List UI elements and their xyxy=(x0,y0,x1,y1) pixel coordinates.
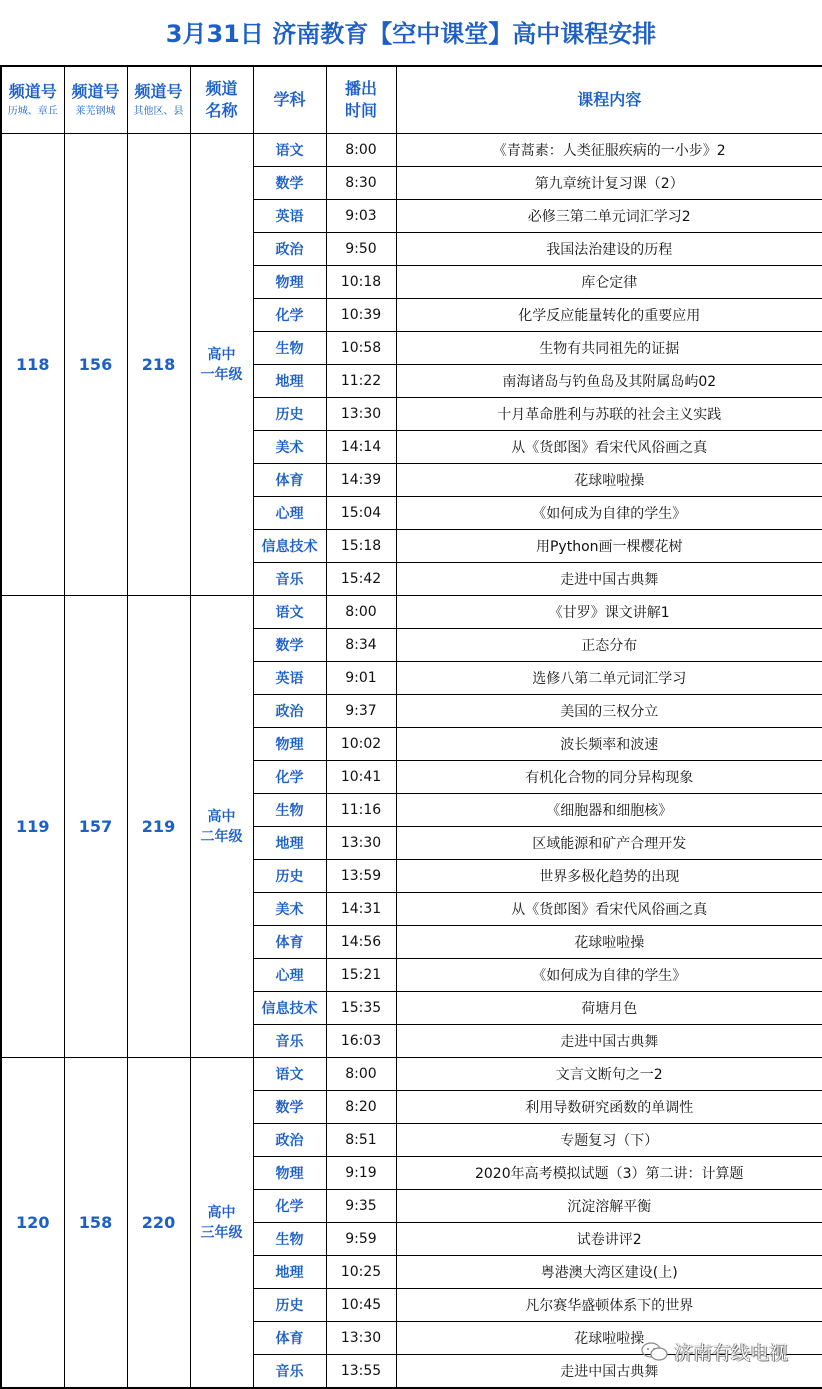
content-cell: 有机化合物的同分异构现象 xyxy=(396,761,822,794)
content-cell: 用Python画一棵樱花树 xyxy=(396,530,822,563)
content-cell: 《如何成为自律的学生》 xyxy=(396,959,822,992)
table-row xyxy=(1,134,822,167)
time-cell: 14:14 xyxy=(326,431,396,464)
channel-1-cell: 118 xyxy=(1,134,64,596)
subject-cell: 化学 xyxy=(253,761,326,794)
time-cell: 13:30 xyxy=(326,398,396,431)
channel-3-cell: 218 xyxy=(127,134,190,596)
table-row xyxy=(1,596,822,629)
channel-name-cell xyxy=(190,1058,253,1389)
subject-cell: 生物 xyxy=(253,794,326,827)
time-cell: 8:00 xyxy=(326,596,396,629)
time-cell: 8:20 xyxy=(326,1091,396,1124)
subject-cell: 数学 xyxy=(253,1091,326,1124)
content-cell: 必修三第二单元词汇学习2 xyxy=(396,200,822,233)
subject-cell: 心理 xyxy=(253,959,326,992)
header-sublabel: 莱芜钢城 xyxy=(75,106,116,117)
content-cell: 选修八第二单元词汇学习 xyxy=(396,662,822,695)
subject-cell: 生物 xyxy=(253,332,326,365)
subject-cell: 数学 xyxy=(253,167,326,200)
content-cell: 南海诸岛与钓鱼岛及其附属岛屿02 xyxy=(396,365,822,398)
subject-cell: 语文 xyxy=(253,134,326,167)
content-cell: 从《货郎图》看宋代风俗画之真 xyxy=(396,431,822,464)
subject-cell: 信息技术 xyxy=(253,530,326,563)
header-line: 时间 xyxy=(344,101,377,120)
schedule-body xyxy=(1,134,822,1389)
content-cell: 花球啦啦操 xyxy=(396,464,822,497)
subject-cell: 物理 xyxy=(253,266,326,299)
content-cell: 走进中国古典舞 xyxy=(396,563,822,596)
header-line: 播出 xyxy=(344,79,377,98)
time-cell: 10:58 xyxy=(326,332,396,365)
time-cell: 15:04 xyxy=(326,497,396,530)
grade-line: 三年级 xyxy=(200,1224,243,1241)
time-cell: 14:56 xyxy=(326,926,396,959)
channel-3-cell: 220 xyxy=(127,1058,190,1389)
watermark-text: 济南有线电视 xyxy=(674,1342,789,1364)
content-cell: 《甘罗》课文讲解1 xyxy=(396,596,822,629)
channel-3-cell: 219 xyxy=(127,596,190,1058)
subject-cell: 地理 xyxy=(253,1256,326,1289)
subject-cell: 英语 xyxy=(253,200,326,233)
subject-cell: 语文 xyxy=(253,596,326,629)
channel-name-cell xyxy=(190,596,253,1058)
subject-cell: 体育 xyxy=(253,926,326,959)
subject-cell: 物理 xyxy=(253,728,326,761)
channel-2-cell: 157 xyxy=(64,596,127,1058)
subject-cell: 信息技术 xyxy=(253,992,326,1025)
content-cell: 试卷讲评2 xyxy=(396,1223,822,1256)
header-label: 频道号 xyxy=(8,82,57,101)
time-cell: 8:30 xyxy=(326,167,396,200)
time-cell: 15:35 xyxy=(326,992,396,1025)
content-cell: 《青蒿素：人类征服疾病的一小步》2 xyxy=(396,134,822,167)
header-channel-2 xyxy=(64,66,127,134)
subject-cell: 音乐 xyxy=(253,1025,326,1058)
grade-line: 二年级 xyxy=(200,828,243,845)
subject-cell: 政治 xyxy=(253,1124,326,1157)
time-cell: 13:30 xyxy=(326,827,396,860)
subject-cell: 体育 xyxy=(253,464,326,497)
subject-cell: 美术 xyxy=(253,893,326,926)
time-cell: 13:30 xyxy=(326,1322,396,1355)
header-channel-3 xyxy=(127,66,190,134)
table-row xyxy=(1,1058,822,1091)
subject-cell: 心理 xyxy=(253,497,326,530)
time-cell: 10:02 xyxy=(326,728,396,761)
page-title: 3月31日 济南教育【空中课堂】高中课程安排 xyxy=(165,20,657,48)
content-cell: 文言文断句之一2 xyxy=(396,1058,822,1091)
time-cell: 10:18 xyxy=(326,266,396,299)
subject-cell: 数学 xyxy=(253,629,326,662)
time-cell: 11:22 xyxy=(326,365,396,398)
content-cell: 走进中国古典舞 xyxy=(396,1355,822,1389)
subject-cell: 历史 xyxy=(253,398,326,431)
grade-line: 一年级 xyxy=(200,366,243,383)
header-channel-name xyxy=(190,66,253,134)
subject-cell: 地理 xyxy=(253,365,326,398)
content-cell: 利用导数研究函数的单调性 xyxy=(396,1091,822,1124)
channel-1-cell: 119 xyxy=(1,596,64,1058)
grade-line: 高中 xyxy=(207,1204,236,1221)
content-cell: 我国法治建设的历程 xyxy=(396,233,822,266)
content-cell: 沉淀溶解平衡 xyxy=(396,1190,822,1223)
content-cell: 走进中国古典舞 xyxy=(396,1025,822,1058)
time-cell: 9:01 xyxy=(326,662,396,695)
subject-cell: 化学 xyxy=(253,299,326,332)
time-cell: 8:00 xyxy=(326,1058,396,1091)
time-cell: 10:39 xyxy=(326,299,396,332)
header-label: 频道号 xyxy=(71,82,120,101)
time-cell: 11:16 xyxy=(326,794,396,827)
subject-cell: 政治 xyxy=(253,233,326,266)
content-cell: 从《货郎图》看宋代风俗画之真 xyxy=(396,893,822,926)
grade-line: 高中 xyxy=(207,808,236,825)
content-cell: 第九章统计复习课（2） xyxy=(396,167,822,200)
time-cell: 13:59 xyxy=(326,860,396,893)
header-line: 名称 xyxy=(205,101,238,120)
header-sublabel: 其他区、县 xyxy=(133,106,184,117)
time-cell: 10:25 xyxy=(326,1256,396,1289)
subject-cell: 政治 xyxy=(253,695,326,728)
content-cell: 《细胞器和细胞核》 xyxy=(396,794,822,827)
subject-cell: 英语 xyxy=(253,662,326,695)
channel-name-cell xyxy=(190,134,253,596)
subject-cell: 体育 xyxy=(253,1322,326,1355)
header-time xyxy=(326,66,396,134)
subject-cell: 历史 xyxy=(253,860,326,893)
time-cell: 10:45 xyxy=(326,1289,396,1322)
content-cell: 世界多极化趋势的出现 xyxy=(396,860,822,893)
time-cell: 15:18 xyxy=(326,530,396,563)
content-cell: 花球啦啦操 xyxy=(396,926,822,959)
time-cell: 10:41 xyxy=(326,761,396,794)
content-cell: 《如何成为自律的学生》 xyxy=(396,497,822,530)
content-cell: 区域能源和矿产合理开发 xyxy=(396,827,822,860)
subject-cell: 生物 xyxy=(253,1223,326,1256)
content-cell: 美国的三权分立 xyxy=(396,695,822,728)
time-cell: 9:50 xyxy=(326,233,396,266)
time-cell: 9:59 xyxy=(326,1223,396,1256)
content-cell: 库仑定律 xyxy=(396,266,822,299)
header-content: 课程内容 xyxy=(396,66,822,134)
header-line: 频道 xyxy=(205,79,238,98)
time-cell: 16:03 xyxy=(326,1025,396,1058)
header-row xyxy=(1,66,822,134)
grade-line: 高中 xyxy=(207,346,236,363)
content-cell: 花球啦啦操 xyxy=(396,1322,822,1355)
subject-cell: 美术 xyxy=(253,431,326,464)
content-cell: 化学反应能量转化的重要应用 xyxy=(396,299,822,332)
time-cell: 15:21 xyxy=(326,959,396,992)
time-cell: 9:37 xyxy=(326,695,396,728)
header-subject: 学科 xyxy=(253,66,326,134)
subject-cell: 地理 xyxy=(253,827,326,860)
header-sublabel: 历城、章丘 xyxy=(7,106,58,117)
channel-1-cell: 120 xyxy=(1,1058,64,1389)
content-cell: 2020年高考模拟试题（3）第二讲：计算题 xyxy=(396,1157,822,1190)
content-cell: 凡尔赛华盛顿体系下的世界 xyxy=(396,1289,822,1322)
content-cell: 十月革命胜利与苏联的社会主义实践 xyxy=(396,398,822,431)
time-cell: 8:00 xyxy=(326,134,396,167)
time-cell: 15:42 xyxy=(326,563,396,596)
time-cell: 13:55 xyxy=(326,1355,396,1389)
time-cell: 9:35 xyxy=(326,1190,396,1223)
header-label: 频道号 xyxy=(134,82,183,101)
time-cell: 14:39 xyxy=(326,464,396,497)
subject-cell: 历史 xyxy=(253,1289,326,1322)
content-cell: 粤港澳大湾区建设(上) xyxy=(396,1256,822,1289)
content-cell: 生物有共同祖先的证据 xyxy=(396,332,822,365)
time-cell: 8:34 xyxy=(326,629,396,662)
time-cell: 9:19 xyxy=(326,1157,396,1190)
time-cell: 8:51 xyxy=(326,1124,396,1157)
subject-cell: 化学 xyxy=(253,1190,326,1223)
content-cell: 正态分布 xyxy=(396,629,822,662)
subject-cell: 物理 xyxy=(253,1157,326,1190)
content-cell: 专题复习（下） xyxy=(396,1124,822,1157)
content-cell: 荷塘月色 xyxy=(396,992,822,1025)
channel-2-cell: 158 xyxy=(64,1058,127,1389)
time-cell: 9:03 xyxy=(326,200,396,233)
subject-cell: 音乐 xyxy=(253,563,326,596)
content-cell: 波长频率和波速 xyxy=(396,728,822,761)
subject-cell: 音乐 xyxy=(253,1355,326,1389)
schedule-table xyxy=(0,65,822,1389)
channel-2-cell: 156 xyxy=(64,134,127,596)
subject-cell: 语文 xyxy=(253,1058,326,1091)
time-cell: 14:31 xyxy=(326,893,396,926)
header-channel-1 xyxy=(1,66,64,134)
